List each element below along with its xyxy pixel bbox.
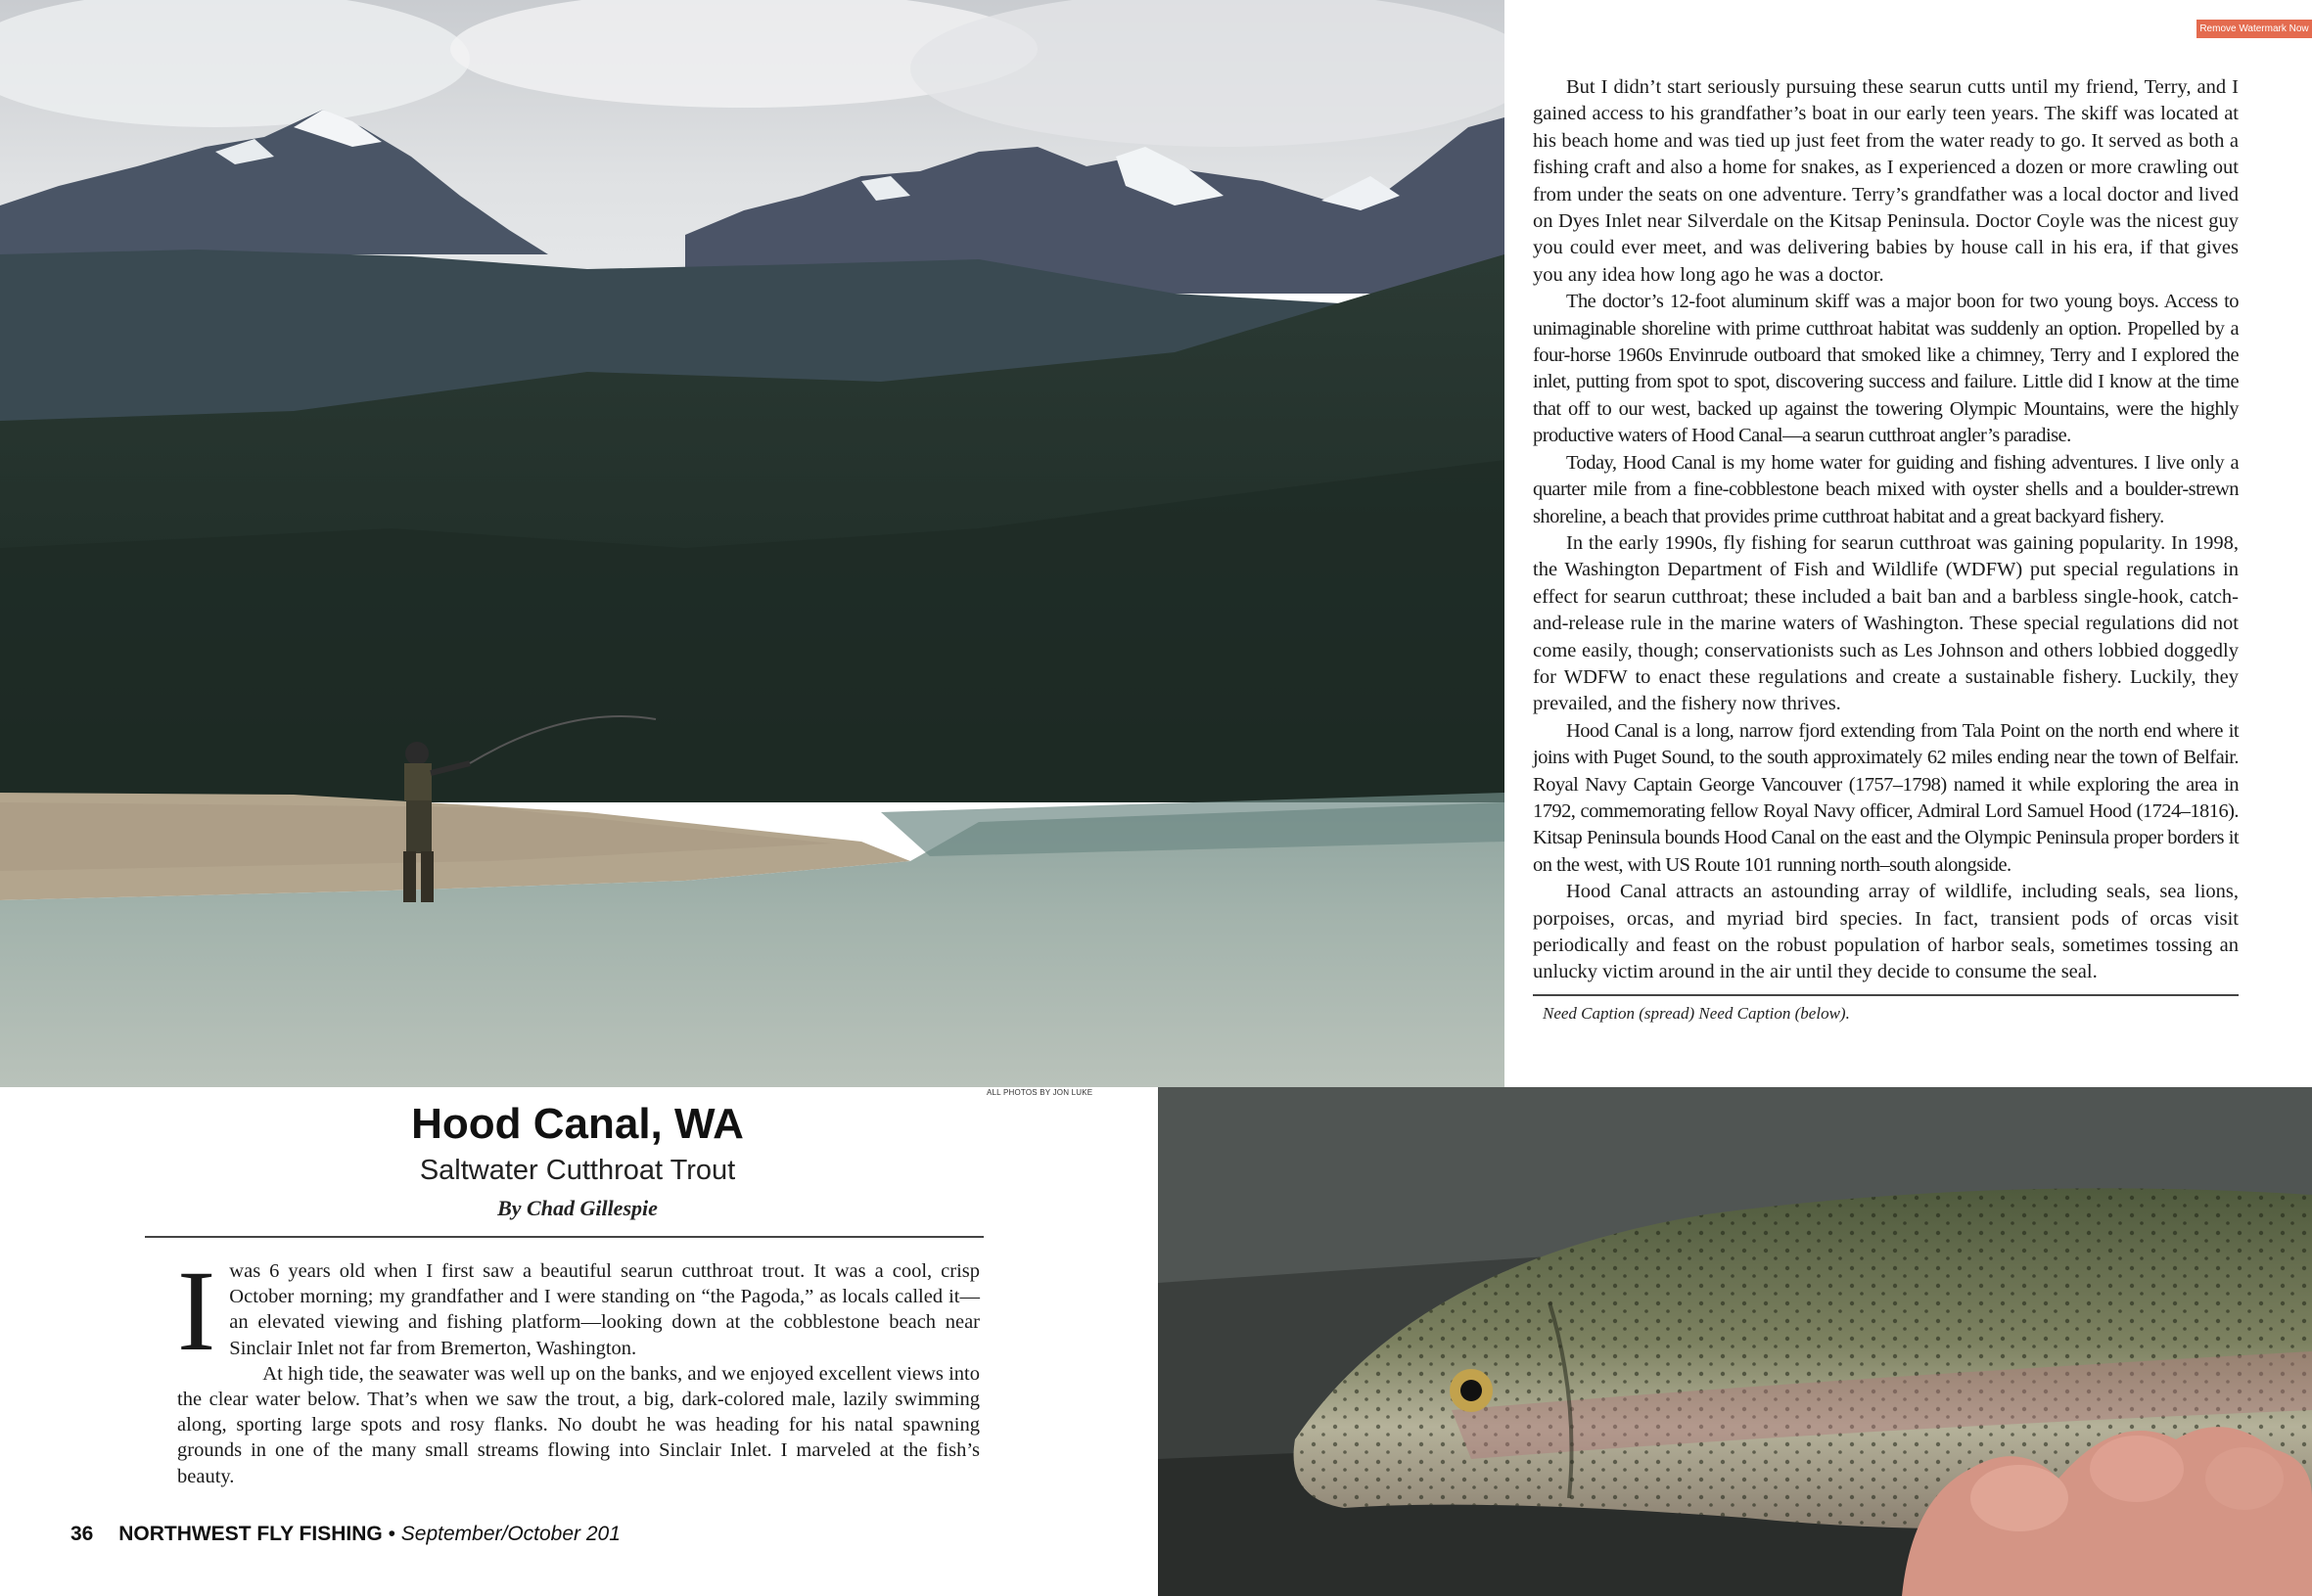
drop-cap: I <box>177 1247 216 1375</box>
paragraph: At high tide, the seawater was well up on the banks, and we enjoyed excellent views into the clear water below. That’s when we saw the trout, a big, dark-colored male, lazily swimming along, sporting large spots and rosy flanks. No doubt he was heading for his natal spawning grounds in one of the many small streams flowing into Sinclair Inlet. I marveled at the fish’s beauty. <box>177 1362 980 1487</box>
article-subtitle: Saltwater Cutthroat Trout <box>419 1155 736 1186</box>
article-title: Hood Canal, WA <box>411 1100 744 1148</box>
paragraph: But I didn’t start seriously pursuing these searun cutts until my friend, Terry, and I gained access to his grandfather’s boat in our early teen years. The skiff was located at his beach home and was tied up just feet from the water ready to go. It served as both a fishing craft and also a home for snakes, as I experienced a dozen or more crawling out from under the seats on one adventure. Terry’s grandfather was a local doctor and lived on Dyes Inlet near Silverdale on the Kitsap Peninsula. Doctor Coyle was the nicest guy you could ever meet, and was delivering babies by house call in his era, if that gives you any idea how long ago he was a doctor. <box>1533 76 2239 286</box>
issue-date: September/October 201 <box>400 1523 621 1545</box>
landscape-angler-photo <box>0 0 1504 1087</box>
title-divider <box>145 1236 984 1238</box>
remove-watermark-button[interactable]: Remove Watermark Now <box>2196 20 2312 38</box>
article-intro <box>177 1247 980 1489</box>
page-footer <box>70 1523 621 1546</box>
magazine-name: NORTHWEST FLY FISHING <box>118 1523 383 1545</box>
page-number: 36 <box>70 1523 94 1545</box>
paragraph: The doctor’s 12-foot aluminum skiff was a major boon for two young boys. Access to unimaginable shoreline with prime cutthroat habitat was suddenly an option. Propelled by a four-horse 1960s Envinrude outboard that smoked like a chimney, Terry and I explored the inlet, putting from spot to spot, discovering success and failure. Little did I know at the time that off to our west, backed up against the towering Olympic Mountains, were the highly productive waters of Hood Canal—a searun cutthroat angler’s paradise. <box>1533 291 2239 447</box>
article-column-right <box>1533 74 2239 986</box>
paragraph: Hood Canal attracts an astounding array of wildlife, including seals, sea lions, porpoises, orcas, and myriad bird species. In fact, transient pods of orcas visit periodically and feast on the robust population of harbor seals, sometimes tossing an unlucky victim around in the air until they decide to consume the seal. <box>1533 881 2239 983</box>
cutthroat-trout-photo <box>1158 1087 2312 1596</box>
caption-divider <box>1533 994 2239 996</box>
paragraph: Hood Canal is a long, narrow fjord extending from Tala Point on the north end where it joins with Puget Sound, to the south approximately 62 miles ending near the town of Belfair. Royal Navy Captain George Vancouver (1757–1798) named it while exploring the area in 1792, commemorating fellow Royal Navy officer, Admiral Lord Samuel Hood (1724–1816). Kitsap Peninsula bounds Hood Canal on the east and the Olympic Peninsula proper borders it on the west, with US Route 101 running north–south alongside. <box>1533 719 2239 876</box>
article-byline: By Chad Gillespie <box>497 1196 658 1220</box>
paragraph: In the early 1990s, fly fishing for searun cutthroat was gaining popularity. In 1998, the Washington Department of Fish and Wildlife (WDFW) put special regulations in effect for searun cutthroat; these included a bait ban and a barbless single-hook, catch-and-release rule in the marine waters of Washington. These special regulations did not come easily, though; conservationists such as Les Johnson and others lobbied doggedly for WDFW to enact these regulations and create a sustainable fishery. Luckily, they prevailed, and the fishery now thrives. <box>1533 531 2239 715</box>
paragraph: Today, Hood Canal is my home water for guiding and fishing adventures. I live only a quarter mile from a fine-cobblestone beach mixed with oyster shells and a boulder-strewn shoreline, a beach that provides prime cutthroat habitat and a great backyard fishery. <box>1533 451 2239 527</box>
paragraph: was 6 years old when I first saw a beautiful searun cutthroat trout. It was a cool, crisp October morning; my grandfather and I were standing on “the Pagoda,” as locals called it—an elevated viewing and fishing platform—looking down at the cobblestone beach near Sinclair Inlet not far from Bremerton, Washington. <box>229 1260 980 1359</box>
photo-credit: ALL PHOTOS BY JON LUKE <box>987 1088 1093 1097</box>
footer-separator: • <box>388 1523 395 1545</box>
photo-caption: Need Caption (spread) Need Caption (below). <box>1543 1004 1850 1023</box>
